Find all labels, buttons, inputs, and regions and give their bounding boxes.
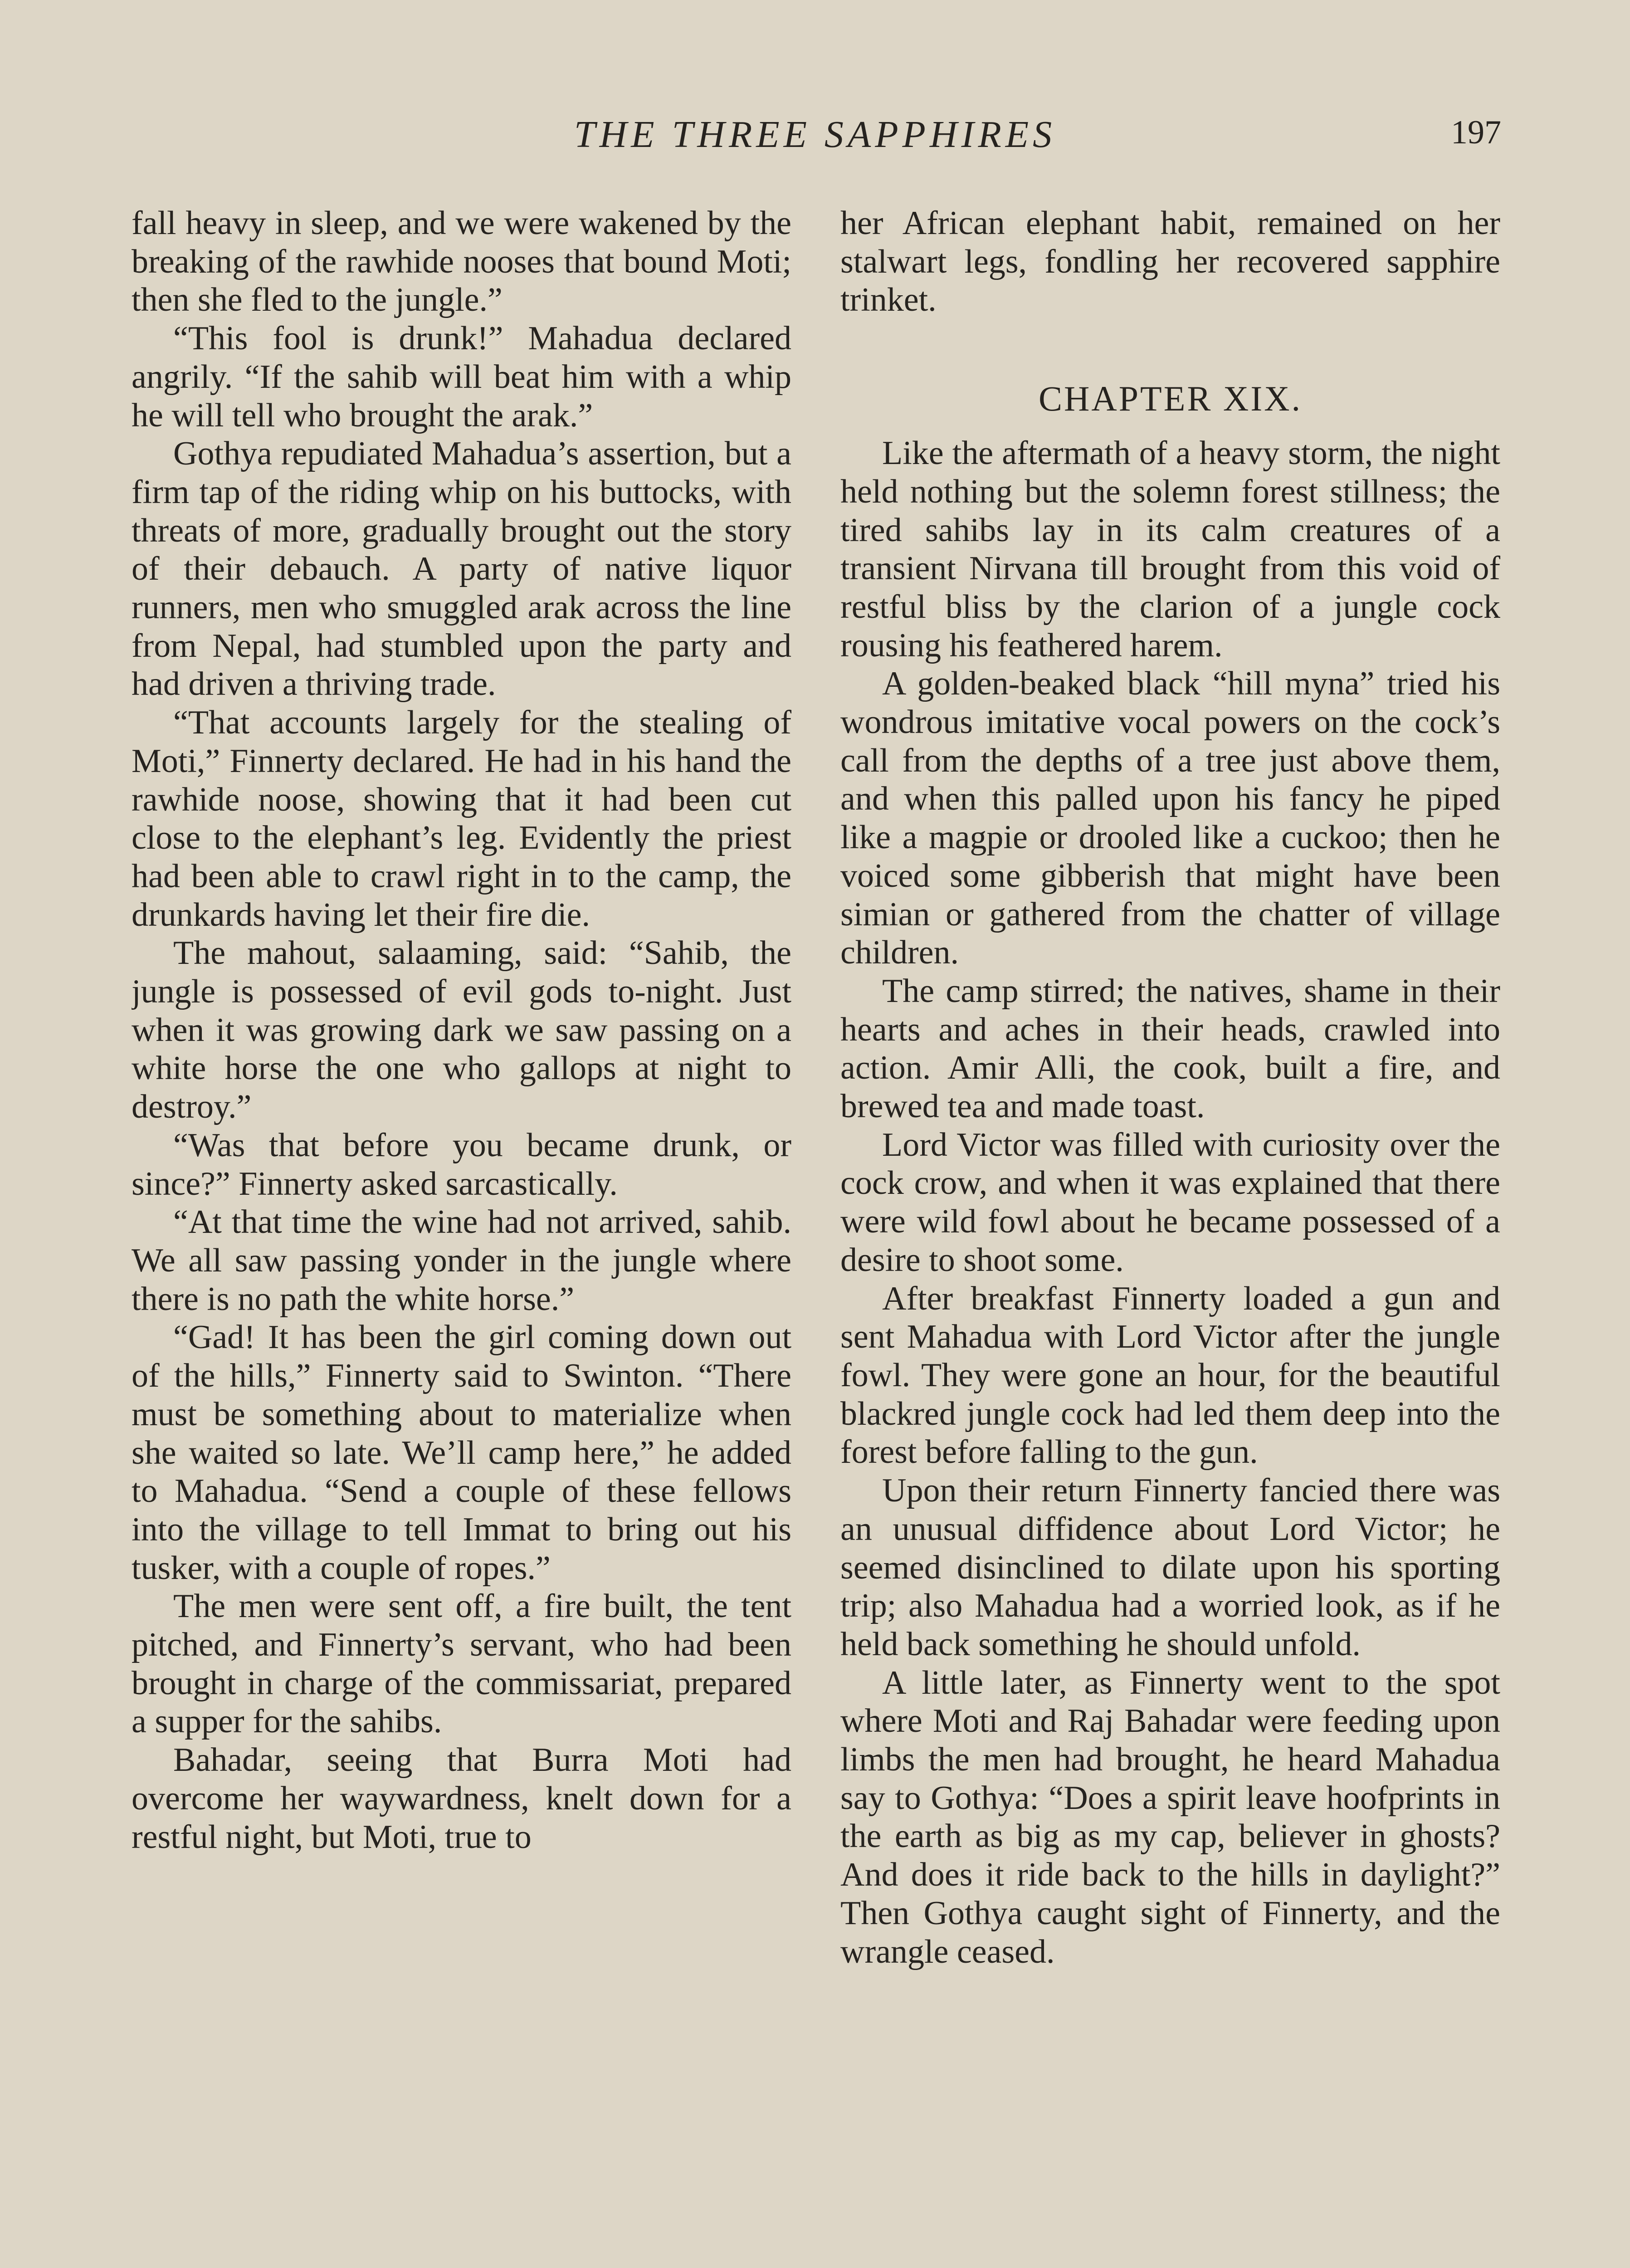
- page-title: THE THREE SAPPHIRES: [574, 113, 1056, 156]
- paragraph: “That accounts largely for the stealing of Moti,” Finnerty declared. He had in his hand the rawhide noose, showing that it had been cut close to the elephant’s leg. Evidently the priest had been able to crawl right in to the camp, the drunkards having let their fire die.: [132, 704, 791, 934]
- paragraph: A golden-beaked black “hill myna” tried his wondrous imitative vocal powers on the cock’s call from the depths of a tree just above them, and when this palled upon his fancy he piped like a magpie or drooled like a cuckoo; then he voiced some gibberish that might have been simian or gathered from the chatter of village children.: [840, 665, 1500, 972]
- paragraph: Like the aftermath of a heavy storm, the night held nothing but the solemn forest stillness; the tired sahibs lay in its calm creatures of a transient Nirvana till brought from this void of restful bliss by the clarion of a jungle cock rousing his feathered harem.: [840, 435, 1500, 664]
- paragraph: her African elephant habit, remained on her stalwart legs, fondling her recovered sapphire trinket.: [840, 205, 1500, 319]
- paragraph: “At that time the wine had not arrived, sahib. We all saw passing yonder in the jungle where there is no path the white horse.”: [132, 1203, 791, 1318]
- right-column: [840, 204, 1500, 2268]
- paragraph: “This fool is drunk!” Mahadua declared angrily. “If the sahib will beat him with a whip he will tell who brought the arak.”: [132, 320, 791, 434]
- paragraph: The camp stirred; the natives, shame in their hearts and aches in their heads, crawled into action. Amir Alli, the cook, built a fire, and brewed tea and made toast.: [840, 972, 1500, 1125]
- paragraph: “Gad! It has been the girl coming down out of the hills,” Finnerty said to Swinton. “There must be something about to materialize when she waited so late. We’ll camp here,” he added to Mahadua. “Send a couple of these fellows into the village to tell Immat to bring out his tusker, with a couple of ropes.”: [132, 1319, 791, 1587]
- paragraph: The men were sent off, a fire built, the tent pitched, and Finnerty’s servant, who had been brought in charge of the commissariat, prepared a supper for the sahibs.: [132, 1588, 791, 1740]
- left-column: [132, 204, 791, 2268]
- page-number: 197: [1451, 114, 1501, 151]
- paragraph: “Was that before you became drunk, or since?” Finnerty asked sarcastically.: [132, 1126, 791, 1202]
- paragraph: After breakfast Finnerty loaded a gun and sent Mahadua with Lord Victor after the jungle fowl. They were gone an hour, for the beautiful blackred jungle cock had led them deep into the forest before falling to the gun.: [840, 1280, 1500, 1471]
- paragraph: A little later, as Finnerty went to the spot where Moti and Raj Bahadar were feeding upon limbs the men had brought, he heard Mahadua say to Gothya: “Does a spirit leave hoofprints in the earth as big as my cap, believer in ghosts? And does it ride back to the hills in daylight?” Then Gothya caught sight of Finnerty, and the wrangle ceased.: [840, 1664, 1500, 1970]
- paragraph: Bahadar, seeing that Burra Moti had overcome her waywardness, knelt down for a restful night, but Moti, true to: [132, 1741, 791, 1856]
- paragraph: fall heavy in sleep, and we were wakened by the breaking of the rawhide nooses that bound Moti; then she fled to the jungle.”: [132, 205, 791, 319]
- paragraph: The mahout, salaaming, said: “Sahib, the jungle is possessed of evil gods to-night. Just when it was growing dark we saw passing on a white horse the one who gallops at night to destroy.”: [132, 934, 791, 1126]
- paragraph: Upon their return Finnerty fancied there was an unusual diffidence about Lord Victor; he seemed disinclined to dilate upon his sporting trip; also Mahadua had a worried look, as if he held back something he should unfold.: [840, 1472, 1500, 1663]
- paragraph: Gothya repudiated Mahadua’s assertion, but a firm tap of the riding whip on his buttocks, with threats of more, gradually brought out the story of their debauch. A party of native liquor runners, men who smuggled arak across the line from Nepal, had stumbled upon the party and had driven a thriving trade.: [132, 435, 791, 703]
- chapter-heading: CHAPTER XIX.: [1038, 379, 1302, 419]
- paragraph: Lord Victor was filled with curiosity over the cock crow, and when it was explained that there were wild fowl about he became possessed of a desire to shoot some.: [840, 1126, 1500, 1279]
